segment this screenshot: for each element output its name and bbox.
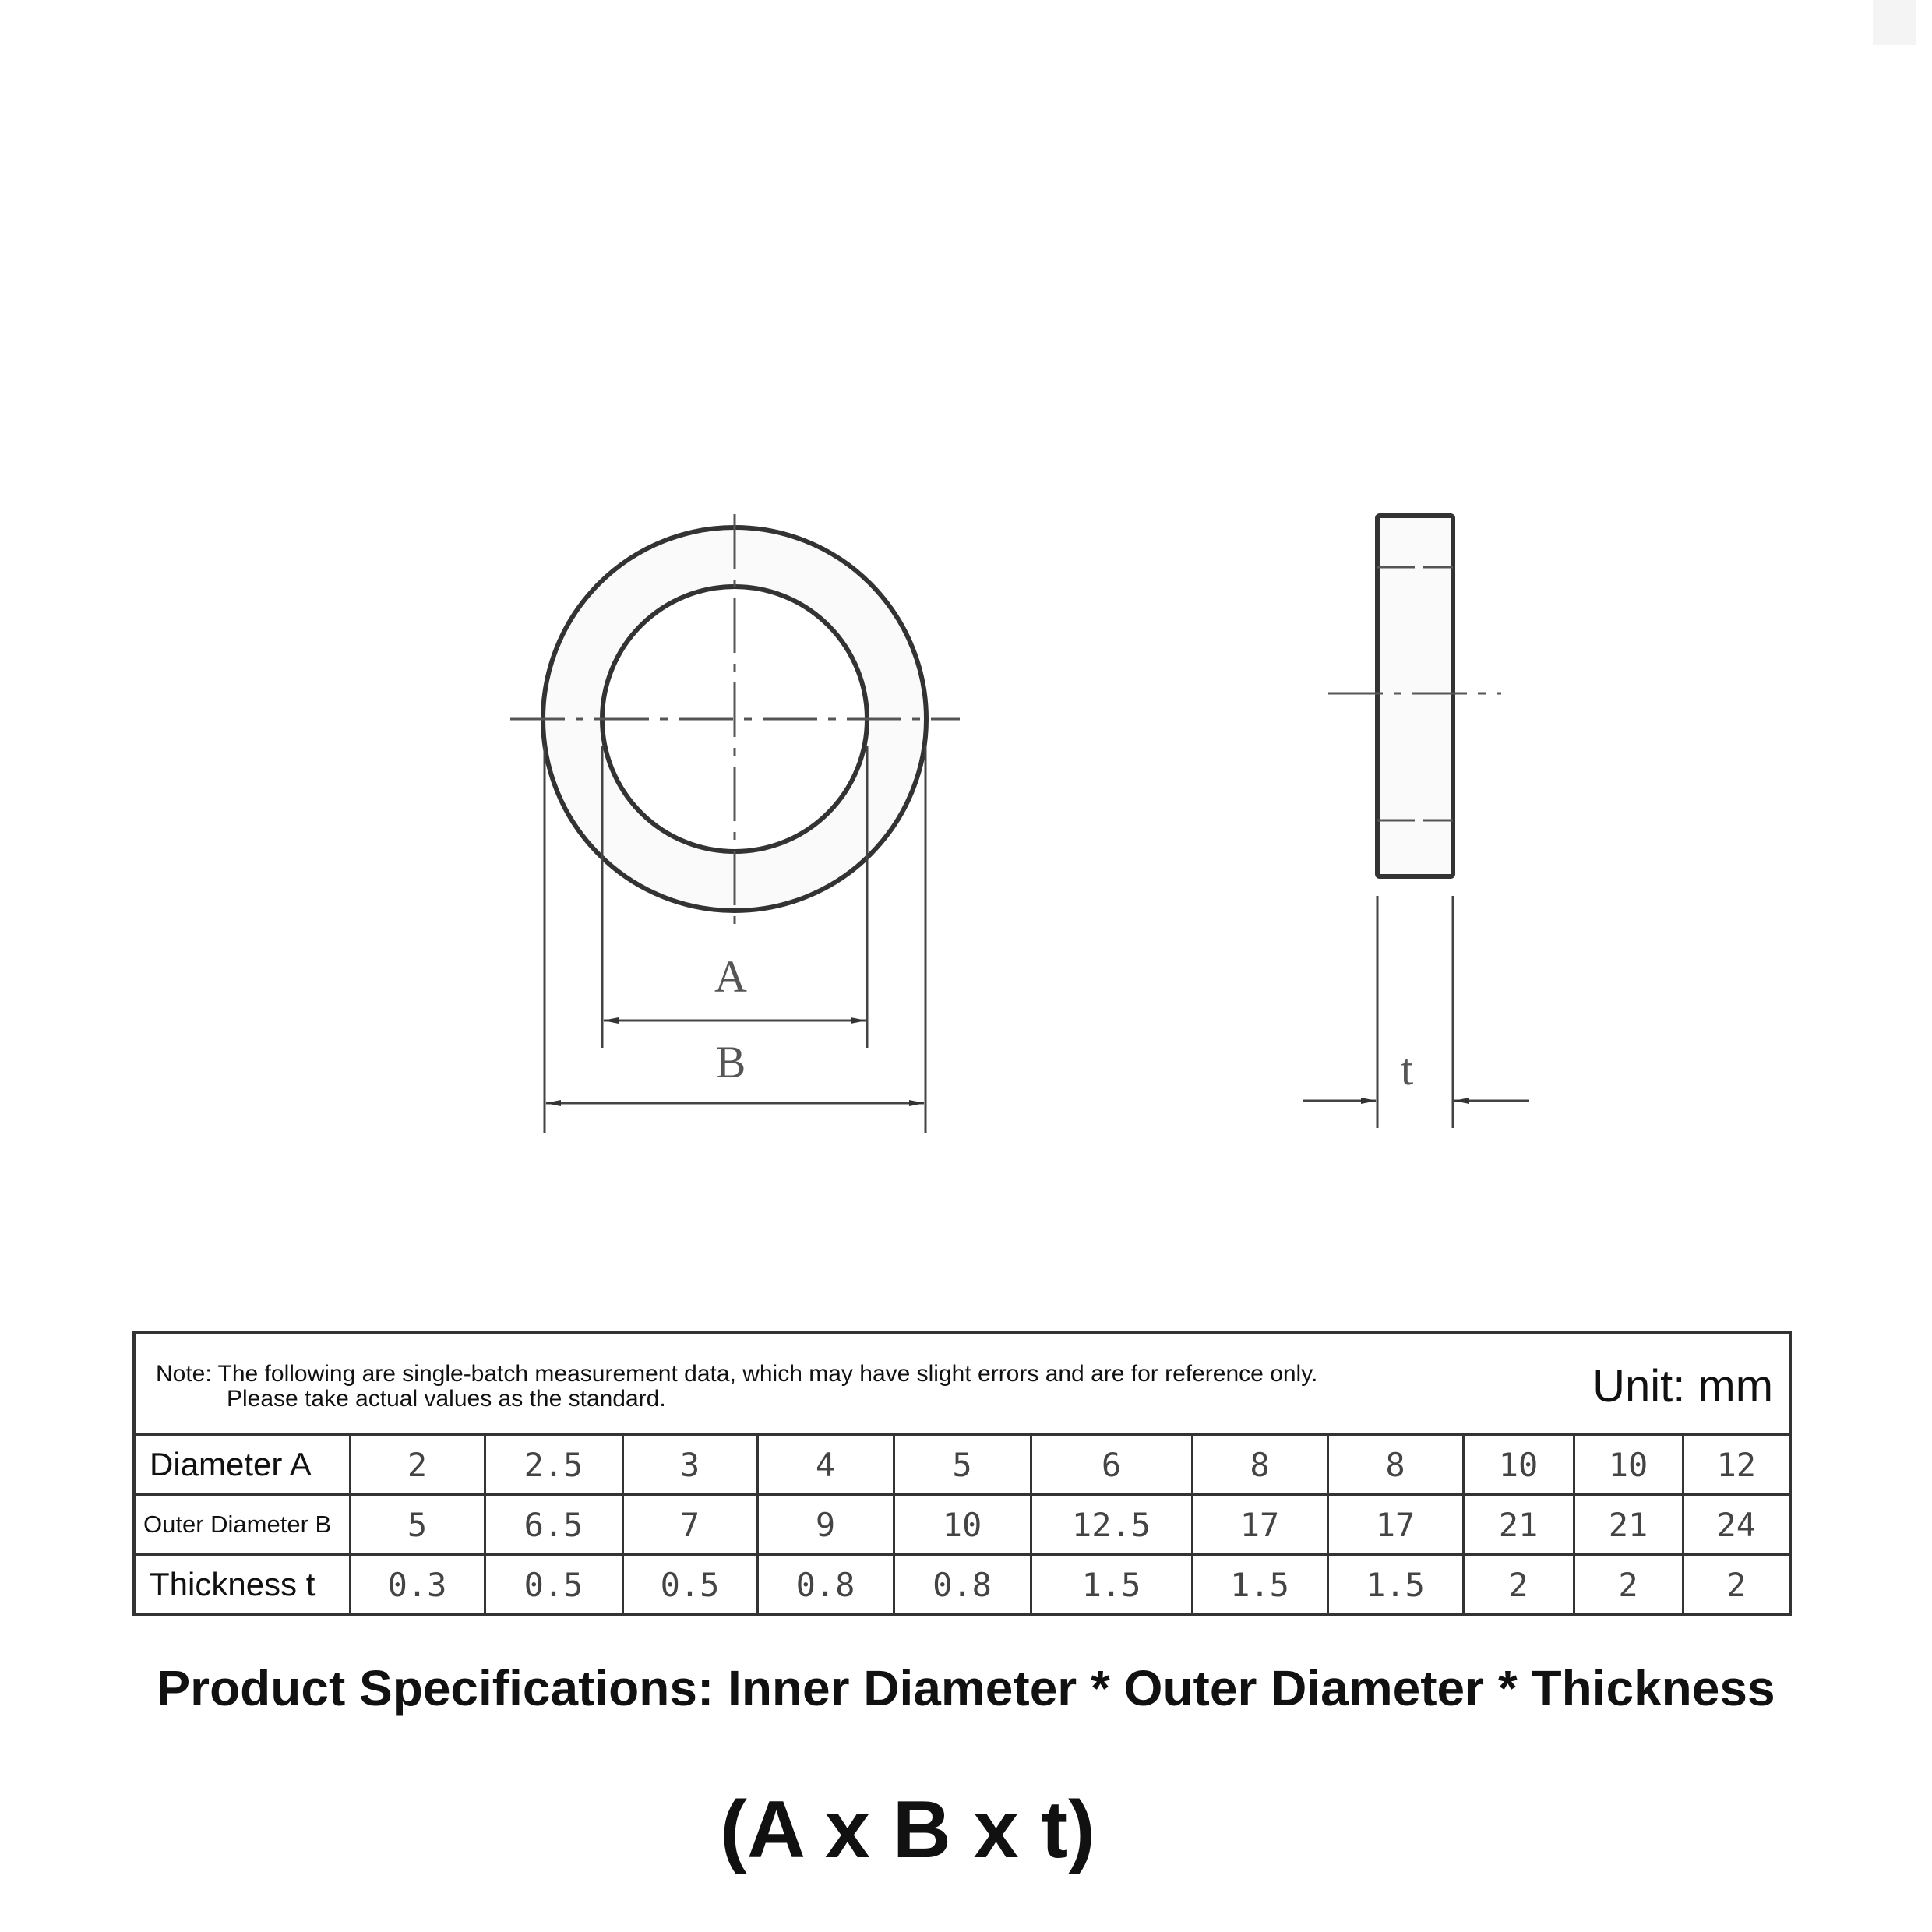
table-cell: 4 — [757, 1435, 894, 1495]
table-cell: 0.5 — [485, 1555, 622, 1616]
table-cell: 2 — [1683, 1555, 1790, 1616]
table-cell: 12.5 — [1031, 1495, 1192, 1555]
table-cell: 3 — [622, 1435, 757, 1495]
table-cell: 9 — [757, 1495, 894, 1555]
row-label: Thickness t — [134, 1555, 350, 1616]
table-cell: 0.5 — [622, 1555, 757, 1616]
table-cell: 8 — [1192, 1435, 1327, 1495]
table-cell: 6.5 — [485, 1495, 622, 1555]
label-b: B — [715, 1037, 746, 1088]
table-cell: 24 — [1683, 1495, 1790, 1555]
note-cell — [134, 1332, 1790, 1435]
table-cell: 8 — [1327, 1435, 1463, 1495]
table-cell: 21 — [1463, 1495, 1574, 1555]
table-cell: 1.5 — [1327, 1555, 1463, 1616]
side-profile — [1377, 516, 1453, 876]
table-cell: 5 — [350, 1495, 485, 1555]
note-line1: The following are single-batch measurement data, which may have slight errors and are for reference only. — [217, 1361, 1318, 1387]
table-cell: 5 — [894, 1435, 1031, 1495]
table-cell: 10 — [1574, 1435, 1683, 1495]
table-row-outer-diameter-b — [134, 1495, 1790, 1555]
table-cell: 10 — [1463, 1435, 1574, 1495]
row-label: Diameter A — [134, 1435, 350, 1495]
table-cell: 0.8 — [894, 1555, 1031, 1616]
table-cell: 1.5 — [1192, 1555, 1327, 1616]
table-row-thickness-t — [134, 1555, 1790, 1616]
spec-table — [132, 1331, 1792, 1616]
front-view — [510, 514, 960, 1133]
table-row-diameter-a — [134, 1435, 1790, 1495]
note-row — [134, 1332, 1790, 1435]
side-view — [1303, 516, 1529, 1128]
note-line2: Please take actual values as the standard. — [227, 1386, 666, 1412]
note-text — [156, 1362, 1317, 1412]
table-cell: 2.5 — [485, 1435, 622, 1495]
table-cell: 10 — [894, 1495, 1031, 1555]
label-a: A — [714, 951, 747, 1002]
spec-formula: (A x B x t) — [720, 1785, 1095, 1875]
table-cell: 0.3 — [350, 1555, 485, 1616]
unit-label: Unit: mm — [1592, 1361, 1774, 1412]
table-cell: 2 — [350, 1435, 485, 1495]
table-cell: 2 — [1463, 1555, 1574, 1616]
table-cell: 17 — [1327, 1495, 1463, 1555]
table-cell: 6 — [1031, 1435, 1192, 1495]
table-cell: 17 — [1192, 1495, 1327, 1555]
label-t: t — [1400, 1044, 1414, 1095]
table-cell: 2 — [1574, 1555, 1683, 1616]
table-cell: 21 — [1574, 1495, 1683, 1555]
table-cell: 1.5 — [1031, 1555, 1192, 1616]
note-prefix: Note: — [156, 1361, 212, 1387]
table-cell: 12 — [1683, 1435, 1790, 1495]
spec-title: Product Specifications: Inner Diameter * Outer Diameter * Thickness — [157, 1660, 1775, 1716]
table-cell: 0.8 — [757, 1555, 894, 1616]
table-cell: 7 — [622, 1495, 757, 1555]
row-label: Outer Diameter B — [134, 1495, 350, 1555]
